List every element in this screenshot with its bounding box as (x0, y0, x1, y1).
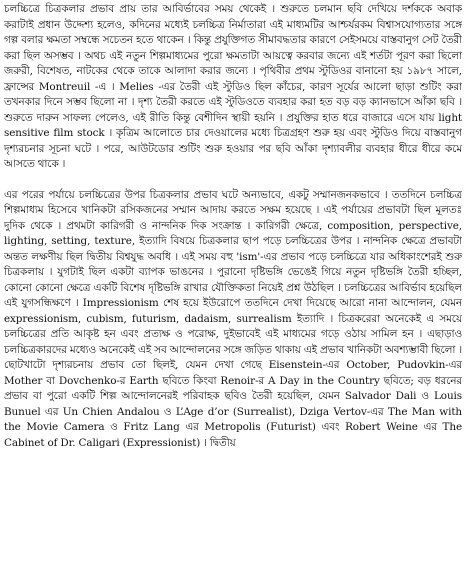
document-page (4, 2, 462, 558)
paragraph-later-influence: এর পরের পর্যায়ে চলচ্চিত্রের উপর চিত্রকলার প্রভাব ঘটে অন্যভাবে, একটু সম্মানজনকভাবে । ততদিনে চলচ্চিত্র শিল্পমাধ্যম হিসেবে খানিকটা রসিকজনের সম্মান আদায় করতে সক্ষম হয়েছে । এই পর্যায়ের প্রভাবটা ছিল মূলতঃ দুদিক থেকে । প্রথমটা কারিগরী ও নান্দনিক দিক সংক্রান্ত । কারিগরী ক্ষেত্রে, composition, perspective, lighting, setting, texture, ইত্যাদি বিষয়ে চিত্রকলার ছাপ পড়ে চলচ্চিত্রের উপর । নান্দনিক ক্ষেত্রে প্রভাবটা অন্তত লক্ষণীয় ছিল দ্বিতীয় বিশ্বযুদ্ধ অবধি । এই সময় বহু 'ism'-এর প্রভাব পড়ে চলচ্চিত্রে যার অধিকাংশেরই শুরু চিত্রকলায় । যুগটাই ছিল একটা ব্যাপক ভাঙনের । পুরানো দৃষ্টিভঙ্গি ভেঙেই গিয়ে নতুন দৃষ্টিভঙ্গি তৈরী হচ্ছিল, কোনো কোনো ক্ষেত্রে একটি বিশেষ দৃষ্টিভঙ্গি রাখার যৌক্তিকতা নিয়েই প্রশ্ন উঠছিল । চলচ্চিত্রের আবির্ভাব হয়েছিল এই যুগসন্ধিক্ষণে । Impressionism শেষ হয়ে ইউরোপে ততদিনে দেখা দিয়েছে আরো নানা আন্দোলন, যেমন expressionism, cubism, futurism, dadaism, surrealism ইত্যাদি । চিত্রকরেরা অনেকেই এ সময়ে চলচ্চিত্রের প্রতি আকৃষ্ট হন এবং প্রত্যক্ষ ও পরোক্ষ, দুইভাবেই এই মাধ্যমের গড়ে ওঠায় সামিল হন । এছাড়াও চলচ্চিত্রকারদের মধ্যেও অনেকেই এই সব আন্দোলনের সঙ্গে জড়িত থাকায় এই প্রভাব খানিকটা অবশ্যম্ভাবী ছিলো । ছোটখাটো দৃশ্যরচনায় প্রভাব তো ছিলই, যেমন দেখা গেছে Eisenstein-এর October, Pudovkin-এর Mother বা Dovchenko-র Earth ছবিতে কিংবা Renoir-র A Day in the Country ছবিতে; বড় ধরনের প্রভাব বা পুরো একটি শিল্প আন্দোলনেরই পরিবাহক ছবিও তৈরী হয়েছিল, যেমন Salvador Dali ও Louis Bunuel এর Un Chien Andalou ও L’Age d’or (Surrealist), Dziga Vertov-এর The Man with the Movie Camera ও Fritz Lang এর Metropolis (Futurist) এবং Robert Weine এর The Cabinet of Dr. Caligari (Expressionist) । দ্বিতীয় (4, 188, 462, 449)
paragraph-early-influence: চলচ্চিত্রে চিত্রকলার প্রভাব প্রায় তার আবির্ভাবের সময় থেকেই । শুরুতে চলমান ছবি দেখিয়ে দর্শককে অবাক করাটাই প্রধান উদ্দেশ্য হলেও, কদিনের মধ্যেই চলচ্চিত্র নির্মাতারা এই মাধ্যমটির আশ্চর্যরকম বিশ্বাসযোগ্যতার সঙ্গে গল্প বলার ক্ষমতা সম্বন্ধে সচেতন হতে থাকেন । কিন্তু প্রযুক্তিগত সীমাবদ্ধতার কারণে সেইসময়ে বাস্তবানুগ সেট তৈরী করা ছিল অসম্ভব । অথচ এই নতুন শিল্পমাধ্যমের পুরো ক্ষমতাটা আয়ত্বে করবার জন্যে এই শর্তটা পূরণ করা ছিলো জরুরী, বিশেষত, নাটকের থেকে তাকে আলাদা করার জন্যে । পৃথিবীর প্রথম স্টুডিওর বানানো হয় ১৯৮৭ সালে, ফ্রান্সের Montreuil -এ । Melies -এর তৈরী এই স্টুডিও ছিল কাঁচের, কারণ সূর্যের আলো ছাড়া শুটিং করা তখনকার দিনে সম্ভব ছিলো না । দৃশ্য তৈরী করতে এই স্টুডিওতে ব্যবহার করা হত বড় বড় ক্যানভাসে আঁকা ছবি । শুরুতে দারুন সাফল্য পেলেও, এই রীতি কিন্তু বেশীদিন স্থায়ী হয়নি । প্রযুক্তির হাত ধরে বাজারে এসে যায় light sensitive film stock । কৃত্রিম আলোতে চার দেওয়ালের মধ্যে চিত্রগ্রহণ শুরু হয় এবং স্টুডিও দিয়ে বাস্তবানুগ দৃশ্যরচনার সূচনা ঘটে । পরে, আউটডোর শুটিং শুরু হওয়ার পর ছবি আঁকা দৃশ্যাবলীর ব্যবহার ধীরে ধীরে কমে আসতে থাকে । (4, 3, 462, 170)
